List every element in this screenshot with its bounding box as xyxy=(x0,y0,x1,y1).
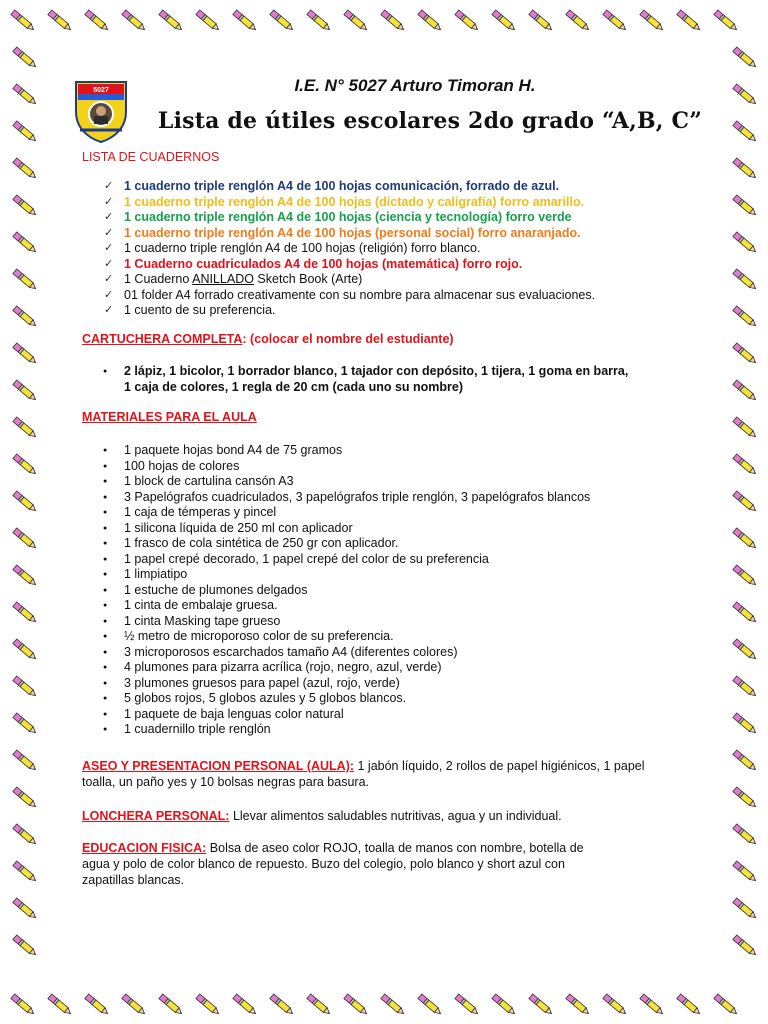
material-item: ● 100 hojas de colores xyxy=(100,459,590,475)
lonchera-heading: LONCHERA PERSONAL: xyxy=(82,809,230,823)
cartuchera-line-1: 2 lápiz, 1 bicolor, 1 borrador blanco, 1 tajador con depósito, 1 tijera, 1 goma en barra, xyxy=(124,364,629,378)
cuaderno-item xyxy=(100,226,595,242)
cuaderno-item-text: 1 cuaderno triple renglón A4 de 100 hojas (personal social) forro anaranjado. xyxy=(124,225,581,240)
material-item: ● 1 frasco de cola sintética de 250 gr con aplicador. xyxy=(100,536,590,552)
educacion-line-1: Bolsa de aseo color ROJO, toalla de manos con nombre, botella de xyxy=(206,841,584,855)
cuaderno-item-text: 01 folder A4 forrado creativamente con su nombre para almacenar sus evaluaciones. xyxy=(124,287,596,302)
materiales-list xyxy=(100,443,590,738)
list-title: Lista de útiles escolares 2do grado “A,B, C” xyxy=(157,108,703,134)
material-item: ● 1 cinta de embalaje gruesa. xyxy=(100,598,590,614)
material-item: ● 1 limpiatipo xyxy=(100,567,590,583)
cuaderno-item-text: 1 cuaderno triple renglón A4 de 100 hojas (religión) forro blanco. xyxy=(124,241,481,255)
cartuchera-heading: CARTUCHERA COMPLETA xyxy=(82,332,243,346)
educacion-line-3: zapatillas blancas. xyxy=(82,873,185,887)
material-item: ● 1 paquete de baja lenguas color natural xyxy=(100,707,590,723)
educacion-heading: EDUCACION FISICA: xyxy=(82,841,207,855)
cuaderno-item-text: 1 cuaderno triple renglón A4 de 100 hojas (ciencia y tecnología) forro verde xyxy=(124,210,572,224)
material-item: ● 1 cuadernillo triple renglón xyxy=(100,722,590,738)
cuaderno-item-underlined: ANILLADO xyxy=(192,272,254,286)
cuaderno-item-text: 1 Cuaderno cuadriculados A4 de 100 hojas (matemática) forro rojo. xyxy=(124,256,523,271)
aseo-line-1: 1 jabón líquido, 2 rollos de papel higiénicos, 1 papel xyxy=(354,759,645,773)
material-item: ● ½ metro de microporoso color de su preferencia. xyxy=(100,629,590,645)
cuaderno-item xyxy=(100,241,595,257)
cartuchera-section xyxy=(82,332,454,346)
cuaderno-item xyxy=(100,210,595,226)
cuaderno-item-text: 1 cuento de su preferencia. xyxy=(124,303,276,317)
aseo-section xyxy=(82,758,682,790)
material-item: ● 3 Papelógrafos cuadriculados, 3 papelógrafos triple renglón, 3 papelógrafos blancos xyxy=(100,490,590,506)
aseo-line-2: toalla, un paño yes y 10 bolsas negras para basura. xyxy=(82,775,369,789)
materiales-heading: MATERIALES PARA EL AULA xyxy=(82,410,257,424)
educacion-line-2: agua y polo de color blanco de repuesto. Buzo del colegio, polo blanco y short azul con xyxy=(82,857,565,871)
cuaderno-item-text: Sketch Book (Arte) xyxy=(253,272,363,286)
list-item-continuation xyxy=(100,380,628,396)
material-item: ● 1 block de cartulina cansón A3 xyxy=(100,474,590,490)
logo-number: 5027 xyxy=(93,87,109,94)
aseo-heading: ASEO Y PRESENTACION PERSONAL (AULA): xyxy=(82,759,355,773)
cuaderno-item-text: 1 cuaderno triple renglón A4 de 100 hojas (dictado y caligrafía) forro amarillo. xyxy=(124,194,585,209)
list-item xyxy=(100,364,628,380)
material-item: ● 1 caja de témperas y pincel xyxy=(100,505,590,521)
cuaderno-item xyxy=(100,288,595,304)
cuaderno-item-text: 1 cuaderno triple renglón A4 de 100 hojas comunicación, forrado de azul. xyxy=(124,179,560,193)
cuaderno-item xyxy=(100,179,595,195)
material-item: ● 3 microporosos escarchados tamaño A4 (diferentes colores) xyxy=(100,645,590,661)
material-item: ● 1 estuche de plumones delgados xyxy=(100,583,590,599)
material-item: ● 3 plumones gruesos para papel (azul, rojo, verde) xyxy=(100,676,590,692)
cartuchera-note: : (colocar el nombre del estudiante) xyxy=(242,332,454,346)
cuadernos-list xyxy=(100,179,595,319)
cuaderno-item xyxy=(100,303,595,319)
material-item: ● 1 silicona líquida de 250 ml con aplicador xyxy=(100,521,590,537)
material-item: ● 1 paquete hojas bond A4 de 75 gramos xyxy=(100,443,590,459)
material-item: ● 4 plumones para pizarra acrílica (rojo, negro, azul, verde) xyxy=(100,660,590,676)
material-item: ● 1 cinta Masking tape grueso xyxy=(100,614,590,630)
educacion-section xyxy=(82,840,682,888)
cartuchera-list xyxy=(100,364,628,395)
material-item: ● 5 globos rojos, 5 globos azules y 5 globos blancos. xyxy=(100,691,590,707)
school-name: I.E. N° 5027 Arturo Timoran H. xyxy=(294,76,536,95)
cartuchera-line-2: 1 caja de colores, 1 regla de 20 cm (cada uno su nombre) xyxy=(124,379,464,394)
cuaderno-item xyxy=(100,257,595,273)
cuaderno-item-text: 1 Cuaderno xyxy=(124,272,193,286)
lonchera-text: Llevar alimentos saludables nutritivas, agua y un individual. xyxy=(229,809,562,823)
cuaderno-item xyxy=(100,272,595,288)
cuadernos-heading: LISTA DE CUADERNOS xyxy=(82,150,220,164)
cuaderno-item xyxy=(100,195,595,211)
lonchera-section xyxy=(82,808,682,824)
material-item: ● 1 papel crepé decorado, 1 papel crepé del color de su preferencia xyxy=(100,552,590,568)
school-logo xyxy=(72,78,130,144)
